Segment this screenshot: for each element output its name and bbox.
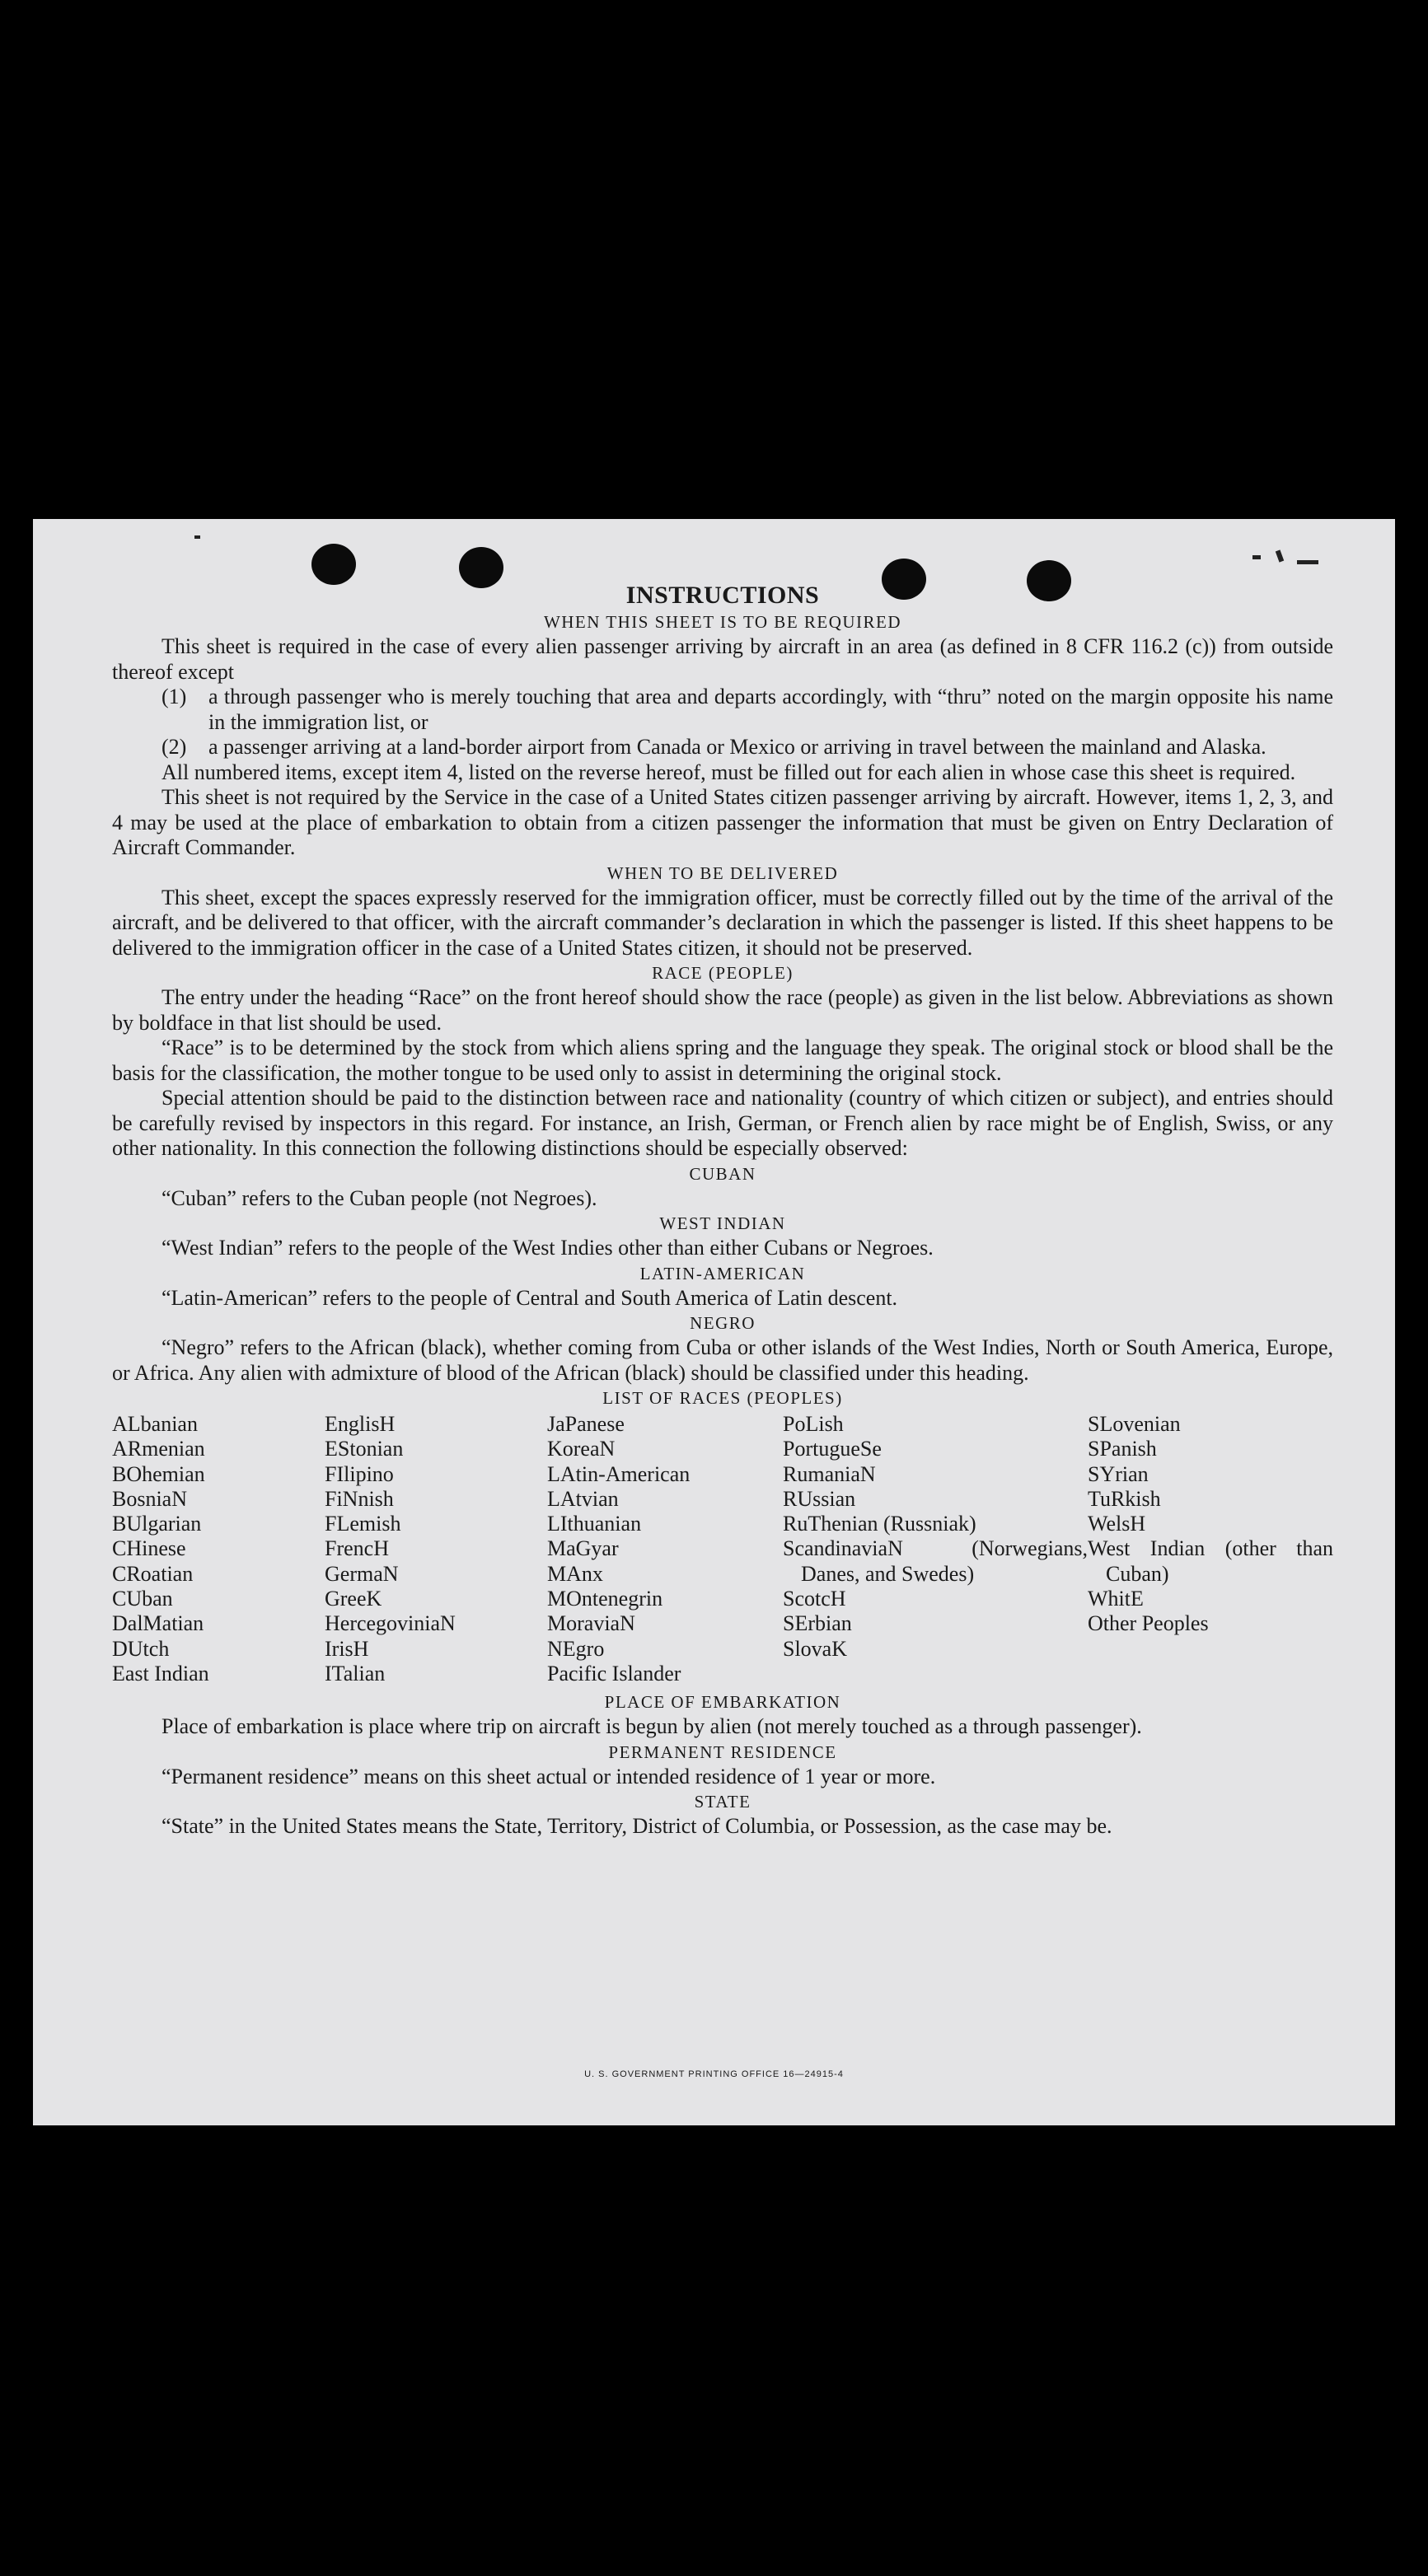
race-item: MaGyar bbox=[547, 1536, 619, 1561]
race-item: IrisH bbox=[325, 1636, 369, 1661]
heading-cuban: CUBAN bbox=[689, 1163, 756, 1184]
races-list bbox=[112, 1412, 1333, 1686]
races-column bbox=[325, 1412, 547, 1686]
race-item: SErbian bbox=[783, 1611, 852, 1636]
race-item: RUssian bbox=[783, 1486, 856, 1511]
race-item: FiNnish bbox=[325, 1486, 394, 1511]
punch-hole bbox=[311, 544, 356, 585]
race-item: LAtvian bbox=[547, 1486, 619, 1511]
speck-mark bbox=[1297, 560, 1318, 564]
race-item: LAtin-American bbox=[547, 1461, 691, 1486]
race-item: DUtch bbox=[112, 1636, 170, 1661]
race-item: LIthuanian bbox=[547, 1512, 642, 1536]
paragraph: This sheet is required in the case of every alien passenger arriving by aircraft in an area (as defined in 8 CFR 116.2 (c)) from outside thereof except bbox=[112, 634, 1333, 684]
race-item: RuThenian (Russniak) bbox=[783, 1512, 976, 1536]
race-item: Pacific Islander bbox=[547, 1661, 681, 1685]
paragraph: “Permanent residence” means on this sheet actual or intended residence of 1 year or more. bbox=[162, 1764, 936, 1788]
speck-mark bbox=[1252, 555, 1261, 559]
race-item: SYrian bbox=[1088, 1461, 1149, 1486]
paragraph: The entry under the heading “Race” on the front hereof should show the race (people) as given in the list below. Abbreviations as shown by boldface in that list should be used. bbox=[112, 985, 1333, 1035]
race-item: NEgro bbox=[547, 1636, 605, 1661]
races-column bbox=[1088, 1412, 1333, 1686]
race-item: FrencH bbox=[325, 1536, 389, 1561]
printing-office-footer: U. S. GOVERNMENT PRINTING OFFICE 16—24915-4 bbox=[584, 2069, 844, 2079]
heading-when-required: WHEN THIS SHEET IS TO BE REQUIRED bbox=[543, 612, 902, 632]
paragraph: All numbered items, except item 4, listed on the reverse hereof, must be filled out for each alien in whose case this sheet is required. bbox=[162, 760, 1296, 784]
race-item: SLovenian bbox=[1088, 1412, 1181, 1436]
paragraph: Place of embarkation is place where trip on aircraft is begun by alien (not merely touched as a through passenger). bbox=[162, 1714, 1142, 1739]
paragraph: “Cuban” refers to the Cuban people (not Negroes). bbox=[162, 1185, 597, 1210]
instruction-sheet bbox=[33, 519, 1395, 2125]
race-item: PortugueSe bbox=[783, 1437, 882, 1461]
heading-negro: NEGRO bbox=[690, 1313, 756, 1333]
race-item: BUlgarian bbox=[112, 1512, 202, 1536]
paragraph: Special attention should be paid to the distinction between race and nationality (country of which citizen or subject), and entries should be carefully revised by inspectors in this regard. For instance, an Irish, German, or French alien by race might be of English, Swiss, or any other nationality. In this connection the following distinctions should be especially observed: bbox=[112, 1086, 1333, 1160]
race-item: BOhemian bbox=[112, 1461, 205, 1486]
speck-mark bbox=[194, 535, 200, 539]
race-item: EStonian bbox=[325, 1437, 404, 1461]
race-item: WelsH bbox=[1088, 1512, 1146, 1536]
race-item: ScandinaviaN (Norwegians, Danes, and Swedes) bbox=[783, 1536, 1088, 1586]
races-column bbox=[112, 1412, 325, 1686]
race-item: KoreaN bbox=[547, 1437, 616, 1461]
heading-state: STATE bbox=[694, 1792, 751, 1812]
race-item: Other Peoples bbox=[1088, 1611, 1209, 1636]
paragraph: This sheet, except the spaces expressly reserved for the immigration officer, must be correctly filled out by the time of the arrival of the aircraft, and be delivered to that officer, with the aircraft commander’s declaration in which the passenger is listed. If this sheet happens to be delivered to the immigration officer in the case of a United States citizen, it should not be preserved. bbox=[112, 885, 1333, 960]
race-item: BosniaN bbox=[112, 1486, 187, 1511]
race-item: GreeK bbox=[325, 1587, 382, 1611]
race-item: GermaN bbox=[325, 1561, 399, 1586]
race-item: RumaniaN bbox=[783, 1461, 876, 1486]
race-item: DalMatian bbox=[112, 1611, 204, 1636]
race-item: FIlipino bbox=[325, 1461, 394, 1486]
heading-permanent-residence: PERMANENT RESIDENCE bbox=[608, 1741, 837, 1762]
list-item bbox=[112, 735, 1333, 760]
race-item: JaPanese bbox=[547, 1412, 625, 1436]
paragraph: “Latin-American” refers to the people of Central and South America of Latin descent. bbox=[162, 1285, 898, 1310]
race-item: West Indian (other than Cuban) bbox=[1088, 1536, 1333, 1586]
paragraph: “West Indian” refers to the people of the West Indies other than either Cubans or Negroes. bbox=[162, 1236, 934, 1260]
race-item: ITalian bbox=[325, 1661, 386, 1685]
paragraph: This sheet is not required by the Service in the case of a United States citizen passenger arriving by aircraft. However, items 1, 2, 3, and 4 may be used at the place of embarkation to obtain from a citizen passenger the information that must be given on Entry Declaration of Aircraft Commander. bbox=[112, 785, 1333, 859]
race-item: East Indian bbox=[112, 1661, 209, 1685]
race-item: ARmenian bbox=[112, 1437, 205, 1461]
page-title: INSTRUCTIONS bbox=[625, 582, 820, 609]
race-item: CRoatian bbox=[112, 1561, 194, 1586]
race-item: MAnx bbox=[547, 1561, 603, 1586]
heading-race: RACE (PEOPLE) bbox=[652, 963, 794, 983]
item-number: (1) bbox=[162, 685, 187, 708]
race-item: WhitE bbox=[1088, 1587, 1144, 1611]
heading-list-of-races: LIST OF RACES (PEOPLES) bbox=[602, 1388, 843, 1408]
item-text: a passenger arriving at a land-border airport from Canada or Mexico or arriving in travel between the mainland and Alaska. bbox=[208, 735, 1266, 759]
race-item: MOntenegrin bbox=[547, 1587, 663, 1611]
paragraph: “Race” is to be determined by the stock from which aliens spring and the language they speak. The original stock or blood shall be the basis for the classification, the mother tongue to be used only to assist in determining the original stock. bbox=[112, 1036, 1333, 1085]
race-item: ScotcH bbox=[783, 1587, 846, 1611]
speck-mark bbox=[1276, 549, 1284, 562]
heading-latin-american: LATIN-AMERICAN bbox=[639, 1263, 806, 1283]
race-item: HercegoviniaN bbox=[325, 1611, 456, 1636]
paragraph: “State” in the United States means the State, Territory, District of Columbia, or Possession, as the case may be. bbox=[162, 1814, 1112, 1839]
paragraph: “Negro” refers to the African (black), whether coming from Cuba or other islands of the West Indies, North or South America, Europe, or Africa. Any alien with admixture of blood of the African (black) should be classified under this heading. bbox=[112, 1335, 1333, 1385]
race-item: CUban bbox=[112, 1587, 173, 1611]
heading-when-delivered: WHEN TO BE DELIVERED bbox=[606, 863, 839, 883]
races-column bbox=[547, 1412, 783, 1686]
races-column bbox=[783, 1412, 1088, 1686]
race-item: CHinese bbox=[112, 1536, 186, 1561]
race-item: TuRkish bbox=[1088, 1486, 1161, 1511]
race-item: ALbanian bbox=[112, 1412, 198, 1436]
item-text: a through passenger who is merely touching that area and departs accordingly, with “thru” noted on the margin opposite his name in the immigration list, or bbox=[208, 685, 1333, 734]
heading-place-of-embarkation: PLACE OF EMBARKATION bbox=[604, 1692, 841, 1713]
list-item bbox=[112, 685, 1333, 735]
race-item: EnglisH bbox=[325, 1412, 396, 1436]
race-item: SlovaK bbox=[783, 1636, 847, 1661]
item-number: (2) bbox=[162, 735, 187, 759]
race-item: FLemish bbox=[325, 1512, 401, 1536]
race-item: MoraviaN bbox=[547, 1611, 635, 1636]
heading-west-indian: WEST INDIAN bbox=[659, 1213, 786, 1233]
race-item: SPanish bbox=[1088, 1437, 1157, 1461]
race-item: PoLish bbox=[783, 1412, 844, 1436]
document-body bbox=[112, 582, 1333, 1840]
